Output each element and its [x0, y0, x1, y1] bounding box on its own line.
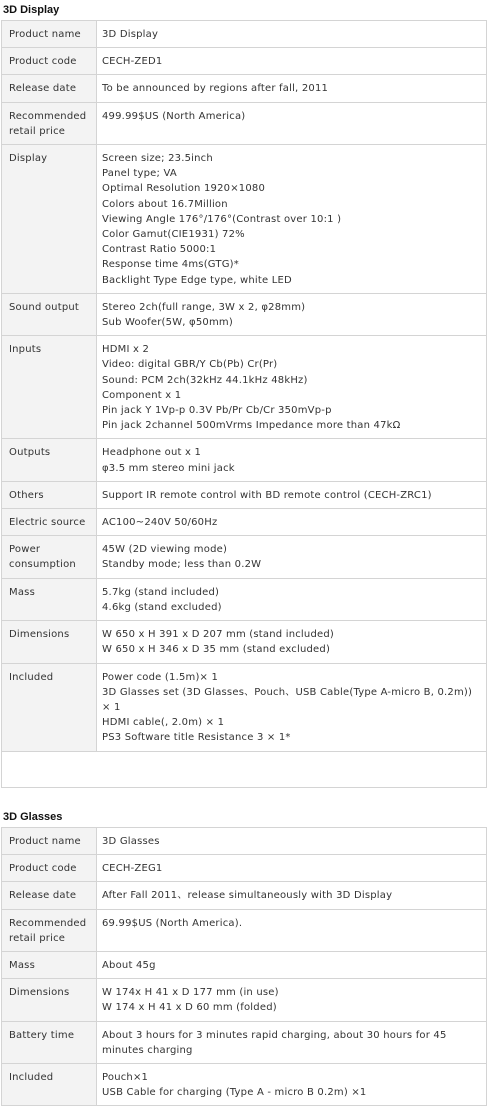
glasses-row-included [2, 1064, 487, 1106]
spec-value [97, 75, 487, 102]
spec-value-line: Sub Woofer(5W, φ50mm) [102, 317, 233, 329]
spec-value-line: W 650 x H 346 x D 35 mm (stand excluded) [102, 644, 331, 656]
spec-label: Display [2, 145, 97, 294]
spec-value [97, 621, 487, 663]
spec-label: Sound output [2, 293, 97, 335]
spec-label: Recommended retail price [2, 909, 97, 951]
spec-label: Mass [2, 952, 97, 979]
display-table-spacer-row [2, 751, 487, 787]
spec-value-line: 45W (2D viewing mode) [102, 544, 228, 556]
spec-value-line: About 45g [102, 960, 156, 972]
glasses-spec-table [1, 827, 487, 1106]
spec-value-line: Contrast Ratio 5000:1 [102, 244, 217, 256]
spec-value [97, 293, 487, 335]
spec-value [97, 882, 487, 909]
glasses-row-product-name [2, 828, 487, 855]
spec-value-line: Video: digital GBR/Y Cb(Pb) Cr(Pr) [102, 359, 278, 371]
spec-value-line: Pin jack Y 1Vp-p 0.3V Pb/Pr Cb/Cr 350mVp-p [102, 405, 332, 417]
spec-value-line: Colors about 16.7Million [102, 198, 228, 210]
spec-value-line: 3D Glasses set (3D Glasses、Pouch、USB Cable(Type A-micro B, 0.2m)) × 1 [102, 686, 473, 713]
spec-value-line: W 650 x H 391 x D 207 mm (stand included) [102, 629, 334, 641]
spec-label: Outputs [2, 439, 97, 481]
spec-value-line: Pouch×1 [102, 1072, 149, 1084]
spec-value [97, 952, 487, 979]
glasses-row-release-date [2, 882, 487, 909]
spec-value-line: Component x 1 [102, 389, 182, 401]
spec-value [97, 536, 487, 578]
spec-value-line: Viewing Angle 176°/176°(Contrast over 10:1 ) [102, 213, 342, 225]
spec-value [97, 1021, 487, 1063]
glasses-row-battery-time [2, 1021, 487, 1063]
spec-value-line: CECH-ZEG1 [102, 863, 163, 875]
spec-value-line: HDMI cable(, 2.0m) × 1 [102, 717, 225, 729]
spec-label: Release date [2, 75, 97, 102]
spec-label: Product code [2, 855, 97, 882]
spec-value [97, 439, 487, 481]
spec-value-line: Response time 4ms(GTG)* [102, 259, 239, 271]
spec-value-line: Backlight Type Edge type, white LED [102, 274, 292, 286]
spec-value-line: AC100~240V 50/60Hz [102, 517, 218, 529]
spec-value-line: USB Cable for charging (Type A - micro B 0.2m) ×1 [102, 1087, 367, 1099]
spec-value-line: φ3.5 mm stereo mini jack [102, 462, 235, 474]
spec-label: Release date [2, 882, 97, 909]
spec-label: Dimensions [2, 979, 97, 1021]
spec-label: Included [2, 1064, 97, 1106]
glasses-spec-section [1, 810, 487, 1106]
display-row-others [2, 481, 487, 508]
display-row-mass [2, 578, 487, 620]
spec-label: Inputs [2, 336, 97, 439]
spec-value-line: W 174 x H 41 x D 60 mm (folded) [102, 1002, 277, 1014]
glasses-row-recommended-retail-price [2, 909, 487, 951]
spec-value-line: CECH-ZED1 [102, 56, 163, 68]
spec-value [97, 578, 487, 620]
spec-value-line: Power code (1.5m)× 1 [102, 671, 219, 683]
spec-label: Mass [2, 578, 97, 620]
spec-value [97, 145, 487, 294]
glasses-row-mass [2, 952, 487, 979]
spec-value [97, 481, 487, 508]
spec-value-line: 69.99$US (North America). [102, 917, 243, 929]
display-row-included [2, 663, 487, 751]
spec-value [97, 855, 487, 882]
spec-value-line: To be announced by regions after fall, 2011 [102, 83, 329, 95]
display-row-sound-output [2, 293, 487, 335]
display-row-power-consumption [2, 536, 487, 578]
glasses-spec-rows [2, 828, 487, 1106]
display-row-outputs [2, 439, 487, 481]
spec-value [97, 979, 487, 1021]
spec-value-line: Sound: PCM 2ch(32kHz 44.1kHz 48kHz) [102, 374, 308, 386]
spec-label: Included [2, 663, 97, 751]
spec-value-line: Screen size; 23.5inch [102, 153, 213, 165]
spec-value-line: 499.99$US (North America) [102, 110, 246, 122]
spec-value-line: PS3 Software title Resistance 3 × 1* [102, 732, 291, 744]
glasses-row-dimensions [2, 979, 487, 1021]
spec-value [97, 509, 487, 536]
display-row-recommended-retail-price [2, 102, 487, 144]
spec-value [97, 663, 487, 751]
display-spec-section [1, 3, 487, 788]
spec-label: Product code [2, 48, 97, 75]
display-row-inputs [2, 336, 487, 439]
spec-value [97, 828, 487, 855]
display-spec-rows [2, 21, 487, 752]
spec-value-line: Panel type; VA [102, 168, 177, 180]
spec-value-line: 4.6kg (stand excluded) [102, 601, 222, 613]
display-row-display [2, 145, 487, 294]
spec-value-line: Pin jack 2channel 500mVrms Impedance more than 47kΩ [102, 420, 401, 432]
spec-label: Dimensions [2, 621, 97, 663]
spec-label: Battery time [2, 1021, 97, 1063]
display-row-electric-source [2, 509, 487, 536]
spec-value [97, 48, 487, 75]
spec-label: Electric source [2, 509, 97, 536]
spec-value [97, 1064, 487, 1106]
spec-value-line: After Fall 2011、release simultaneously with 3D Display [102, 890, 393, 902]
spec-value [97, 336, 487, 439]
spec-label: Power consumption [2, 536, 97, 578]
spec-value-line: Color Gamut(CIE1931) 72% [102, 229, 245, 241]
display-row-product-code [2, 48, 487, 75]
spec-label: Recommended retail price [2, 102, 97, 144]
spec-value [97, 909, 487, 951]
spec-value-line: 3D Display [102, 29, 159, 40]
spec-value-line: About 3 hours for 3 minutes rapid charging, about 30 hours for 45 minutes charging [102, 1029, 447, 1056]
spec-value-line: Support IR remote control with BD remote control (CECH-ZRC1) [102, 489, 432, 501]
spec-value-line: HDMI x 2 [102, 344, 150, 356]
spec-value-line: 3D Glasses [102, 836, 160, 847]
spec-value-line: Headphone out x 1 [102, 447, 202, 459]
display-section-title: 3D Display [3, 4, 60, 16]
glasses-row-product-code [2, 855, 487, 882]
display-spec-table [1, 20, 487, 788]
glasses-section-title: 3D Glasses [3, 811, 63, 823]
spec-label: Product name [2, 828, 97, 855]
display-row-product-name [2, 21, 487, 48]
spec-label: Product name [2, 21, 97, 48]
spec-value-line: Standby mode; less than 0.2W [102, 559, 262, 571]
spec-value-line: 5.7kg (stand included) [102, 586, 220, 598]
display-row-release-date [2, 75, 487, 102]
spec-value [97, 21, 487, 48]
spec-label: Others [2, 481, 97, 508]
spec-value-line: Stereo 2ch(full range, 3W x 2, φ28mm) [102, 301, 306, 313]
spec-value-line: Optimal Resolution 1920×1080 [102, 183, 266, 195]
spec-value [97, 102, 487, 144]
display-row-dimensions [2, 621, 487, 663]
spec-value-line: W 174x H 41 x D 177 mm (in use) [102, 987, 279, 999]
